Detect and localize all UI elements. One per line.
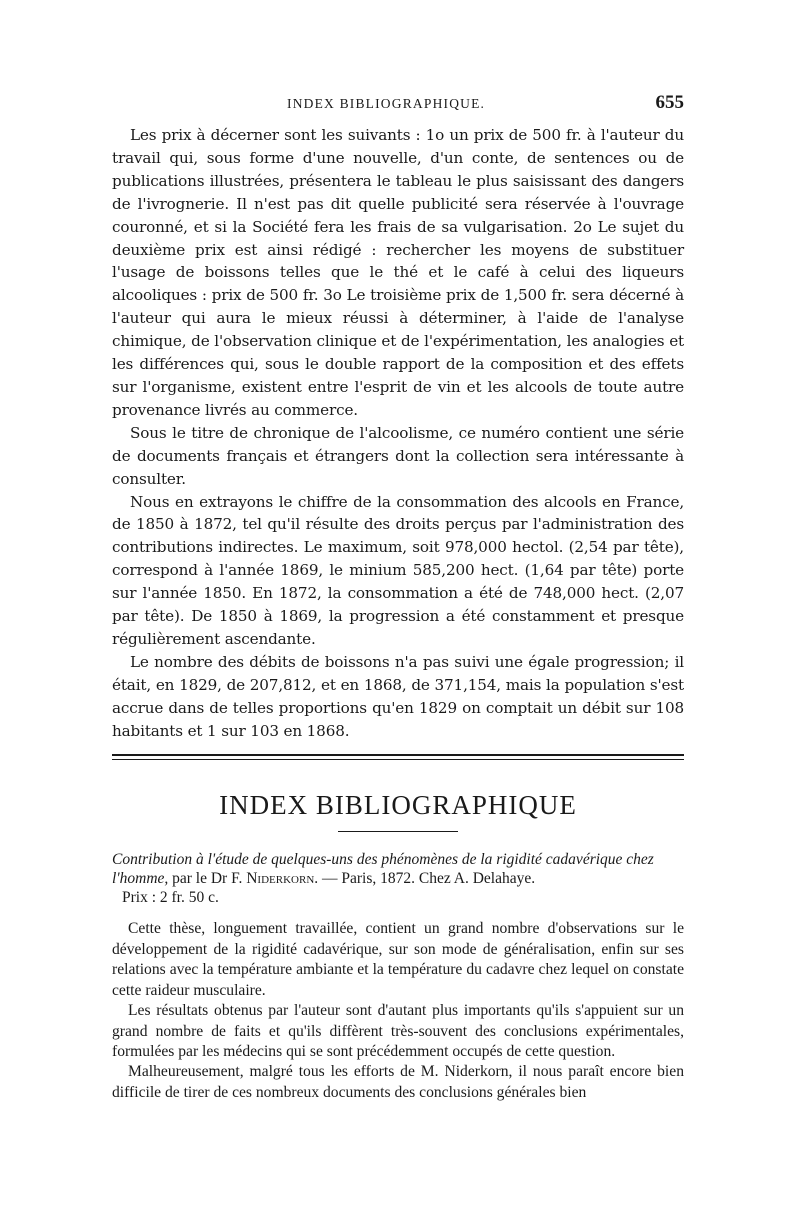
title-underline-rule (338, 831, 458, 832)
section-title: INDEX BIBLIOGRAPHIQUE (219, 790, 577, 821)
entry-publication: . — Paris, 1872. Chez A. Delahaye. (314, 870, 536, 888)
running-head-title: INDEX BIBLIOGRAPHIQUE. (287, 96, 486, 111)
bibliography-entry (112, 850, 684, 907)
page-number: 655 (655, 92, 684, 113)
review-paragraph-2: Les résultats obtenus par l'auteur sont d'autant plus importants qu'ils s'appuient sur un grand nombre de faits et qu'ils diffèrent très-souvent des conclusions expérimentales, formulées par les médecins qui se sont précédemment occupés de cette question. (112, 1002, 684, 1060)
divider-thick-rule (112, 754, 684, 756)
review-paragraph-1: Cette thèse, longuement travaillée, contient un grand nombre d'observations sur le développement de la rigidité cadavérique, sur son mode de généralisation, enfin sur ses relations avec la température ambiante et la température du cadavre chez lequel on constate cette raideur musculaire. (112, 920, 684, 999)
review-body (112, 919, 684, 1103)
body-paragraph-4: Le nombre des débits de boissons n'a pas suivi une égale progression; il était, en 1829, de 207,812, et en 1868, de 371,154, mais la population s'est accrue dans de telles proportions qu'en 1829 on comptait un débit sur 108 habitants et 1 sur 103 en 1868. (112, 652, 684, 740)
body-paragraph-2: Sous le titre de chronique de l'alcoolisme, ce numéro contient une série de documents français et étrangers dont la collection sera intéressante à consulter. (112, 423, 684, 488)
entry-work-title: Contribution à l'étude de quelques-uns des phénomènes de la rigidité cadavérique chez l'homme, (112, 851, 654, 888)
review-paragraph-3: Malheureusement, malgré tous les efforts de M. Niderkorn, il nous paraît encore bien difficile de tirer de ces nombreux documents des conclusions générales bien (112, 1063, 684, 1101)
divider-thin-rule (112, 759, 684, 760)
entry-heading (112, 850, 684, 888)
entry-price: Prix : 2 fr. 50 c. (122, 889, 219, 907)
section-divider (112, 754, 684, 762)
entry-by: par le Dr F. (168, 870, 247, 888)
article-body (112, 124, 684, 742)
page (112, 94, 684, 1103)
body-paragraph-3: Nous en extrayons le chiffre de la consommation des alcools en France, de 1850 à 1872, tel qu'il résulte des droits perçus par l'administration des contributions indirectes. Le maximum, soit 978,000 hectol. (2,54 par tête), correspond à l'année 1869, le minium 585,200 hect. (1,64 par tête) porte sur l'année 1850. En 1872, la consommation a été de 748,000 hect. (2,07 par tête). De 1850 à 1869, la progression a été constamment et presque régulièrement ascendante. (112, 492, 684, 648)
running-head (112, 94, 684, 124)
body-paragraph-1: Les prix à décerner sont les suivants : 1o un prix de 500 fr. à l'auteur du travail qui, sous forme d'une nouvelle, d'un conte, de sentences ou de publications illustrées, présentera le tableau le plus saisissant des dangers de l'ivrognerie. Il n'est pas dit quelle publicité sera réservée à l'ouvrage couronné, et si la Société fera les frais de sa vulgarisation. 2o Le sujet du deuxième prix est ainsi rédigé : rechercher les moyens de substituer l'usage de boissons telles que le thé et le café à celui des liqueurs alcooliques : prix de 500 fr. 3o Le troisième prix de 1,500 fr. sera décerné à l'auteur qui aura le mieux réussi à déterminer, à l'aide de l'analyse chimique, de l'observation clinique et de l'expérimentation, les analogies et les différences qui, sous le double rapport de la composition et des effets sur l'organisme, existent entre l'esprit de vin et les alcools de toute autre provenance livrés au commerce. (112, 126, 684, 419)
entry-author: Niderkorn (246, 870, 315, 888)
